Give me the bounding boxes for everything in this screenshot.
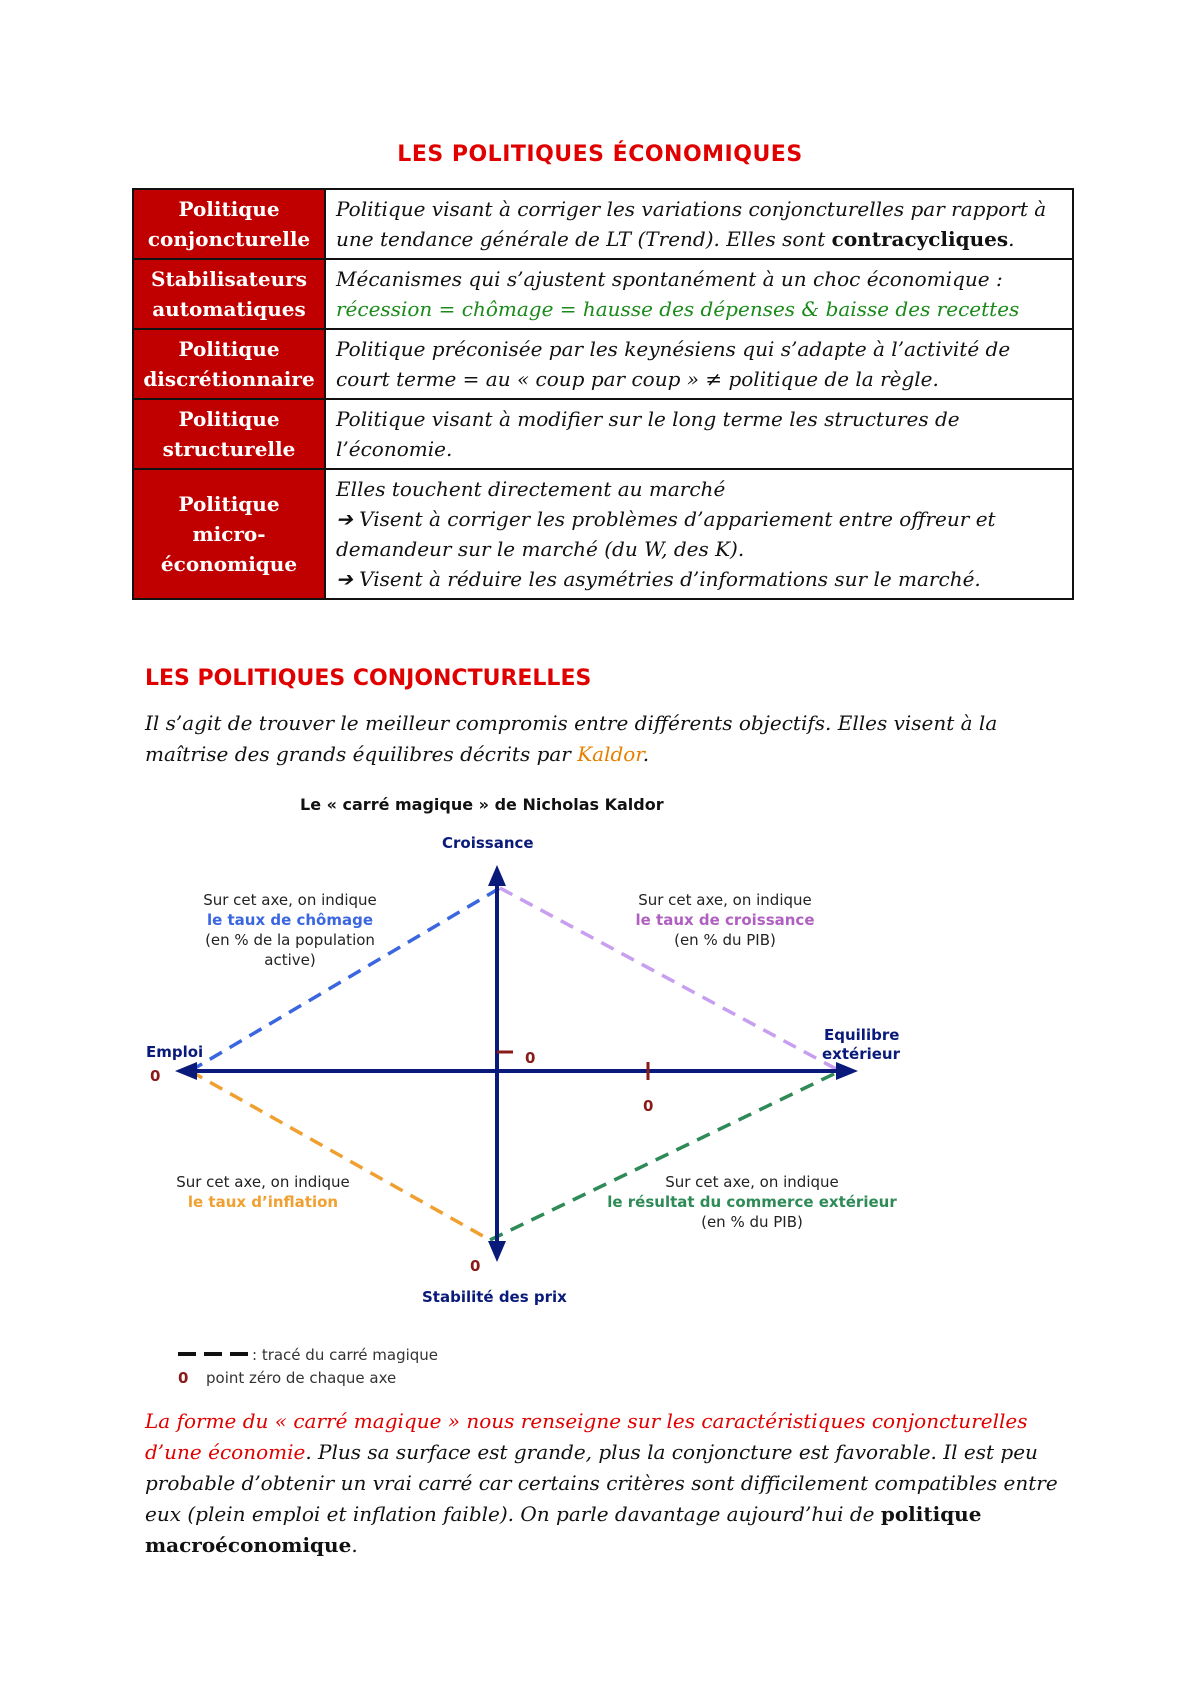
section-title: LES POLITIQUES CONJONCTURELLES bbox=[145, 666, 592, 691]
svg-text:(en % du PIB): (en % du PIB) bbox=[701, 1213, 803, 1231]
description-cell: Mécanismes qui s’ajustent spontanément à un choc économique : récession = chômage = hausse des dépenses & baisse des recettes bbox=[325, 259, 1073, 329]
table-row bbox=[133, 329, 1073, 399]
svg-text:active): active) bbox=[264, 951, 316, 969]
arrow-left-icon bbox=[175, 1062, 197, 1080]
zero-label-vertical: 0 bbox=[525, 1049, 536, 1067]
diagram-title: Le « carré magique » de Nicholas Kaldor bbox=[300, 795, 664, 814]
legend-dashes-label: : tracé du carré magique bbox=[252, 1346, 439, 1364]
description-cell: Politique préconisée par les keynésiens qui s’adapte à l’activité de court terme = au « coup par coup » ≠ politique de la règle. bbox=[325, 329, 1073, 399]
term-cell: Politique micro-économique bbox=[133, 469, 325, 599]
zero-label-left: 0 bbox=[150, 1067, 161, 1085]
term-cell: Politique discrétionnaire bbox=[133, 329, 325, 399]
magic-square-diagram bbox=[0, 780, 1200, 1400]
axis-label-emploi: Emploi bbox=[146, 1043, 204, 1061]
svg-text:(en % du PIB): (en % du PIB) bbox=[674, 931, 776, 949]
table-row bbox=[133, 399, 1073, 469]
description-cell: Politique visant à corriger les variations conjoncturelles par rapport à une tendance générale de LT (Trend). Elles sont contracycliques. bbox=[325, 189, 1073, 259]
term-cell: Politique structurelle bbox=[133, 399, 325, 469]
arrow-up-icon bbox=[488, 865, 506, 886]
axis-label-stabilite: Stabilité des prix bbox=[422, 1288, 567, 1306]
arrow-right-icon bbox=[836, 1062, 858, 1080]
svg-text:le taux d’inflation: le taux d’inflation bbox=[187, 1193, 339, 1211]
legend-zero-symbol: 0 bbox=[178, 1369, 189, 1387]
zero-label-bottom: 0 bbox=[470, 1257, 481, 1275]
note-bottom-right bbox=[607, 1173, 897, 1231]
kaldor-link: Kaldor bbox=[577, 742, 643, 766]
legend-zero-label: point zéro de chaque axe bbox=[206, 1369, 397, 1387]
svg-text:Sur cet axe, on indique: Sur cet axe, on indique bbox=[176, 1173, 350, 1191]
axis-label-exterieur: extérieur bbox=[822, 1045, 900, 1063]
svg-text:Sur cet axe, on indique: Sur cet axe, on indique bbox=[638, 891, 812, 909]
table-row bbox=[133, 189, 1073, 259]
table-row bbox=[133, 259, 1073, 329]
page-title: LES POLITIQUES ÉCONOMIQUES bbox=[397, 142, 803, 167]
dash-bottom-left bbox=[187, 1071, 490, 1240]
conclusion-paragraph: La forme du « carré magique » nous renseigne sur les caractéristiques conjoncturelles d’une économie. Plus sa surface est grande, plus la conjoncture est favorable. Il est peu probable d’obtenir un vrai carré car certains critères sont difficilement compatibles entre eux (plein emploi et inflation faible). On parle davantage aujourd’hui de politique macroéconomique. bbox=[145, 1409, 1058, 1557]
axis-label-equilibre: Equilibre bbox=[824, 1026, 900, 1044]
note-bottom-left bbox=[176, 1173, 350, 1211]
note-top-right bbox=[636, 891, 815, 949]
intro-paragraph: Il s’agit de trouver le meilleur compromis entre différents objectifs. Elles visent à la maîtrise des grands équilibres décrits par Kaldor. bbox=[145, 711, 998, 766]
table-row bbox=[133, 469, 1073, 599]
svg-text:(en % de la population: (en % de la population bbox=[205, 931, 375, 949]
term-cell: Politique conjoncturelle bbox=[133, 189, 325, 259]
term-cell: Stabilisateurs automatiques bbox=[133, 259, 325, 329]
definitions-table bbox=[132, 188, 1074, 600]
description-cell: Elles touchent directement au marché ➔ Visent à corriger les problèmes d’appariement entre offreur et demandeur sur le marché (du W, des K). ➔ Visent à réduire les asymétries d’informations sur le marché. bbox=[325, 469, 1073, 599]
svg-text:Sur cet axe, on indique: Sur cet axe, on indique bbox=[203, 891, 377, 909]
svg-text:le résultat du commerce extéri: le résultat du commerce extérieur bbox=[607, 1193, 897, 1211]
arrow-down-icon bbox=[488, 1241, 506, 1262]
svg-text:le taux de croissance: le taux de croissance bbox=[635, 911, 815, 929]
svg-text:le taux de chômage: le taux de chômage bbox=[206, 911, 374, 929]
zero-label-horizontal: 0 bbox=[643, 1097, 654, 1115]
note-top-left bbox=[203, 891, 377, 969]
svg-text:Sur cet axe, on indique: Sur cet axe, on indique bbox=[665, 1173, 839, 1191]
description-cell: Politique visant à modifier sur le long terme les structures de l’économie. bbox=[325, 399, 1073, 469]
axis-label-croissance: Croissance bbox=[442, 834, 534, 852]
